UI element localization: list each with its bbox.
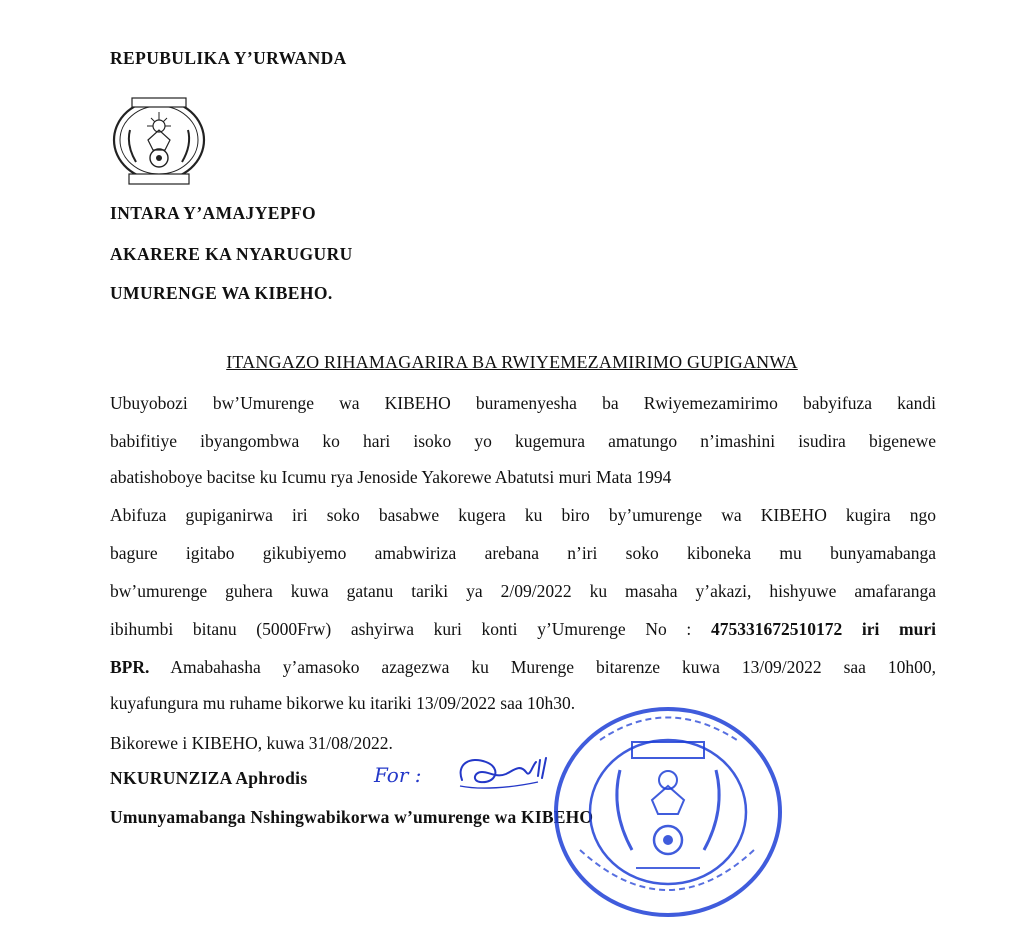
place-date: Bikorewe i KIBEHO, kuwa 31/08/2022. [110,733,393,753]
account-label: ibihumbi bitanu (5000Frw) ashyirwa kuri konti y’Umurenge No : [110,619,711,639]
body-line: Abifuza gupiganirwa iri soko basabwe kugera ku biro by’umurenge wa KIBEHO kugira ngo [110,505,936,525]
body-line: bw’umurenge guhera kuwa gatanu tariki ya 2/09/2022 ku masaha y’akazi, hishyuwe amafaranga [110,581,936,601]
signature-prefix: For : [374,763,422,787]
district-heading: AKARERE KA NYARUGURU [110,244,353,264]
account-number: 475331672510172 iri muri [710,619,936,639]
province-heading: INTARA Y’AMAJYEPFO [110,203,317,223]
body-line: kuyafungura mu ruhame bikorwe ku itariki 13/09/2022 saa 10h30. [110,693,576,713]
handwritten-signature [370,750,560,800]
signatory-title: Umunyamabanga Nshingwabikorwa w’umurenge wa KIBEHO [110,807,594,827]
signatory-name: NKURUNZIZA Aphrodis [110,768,308,788]
body-line: bagure igitabo gikubiyemo amabwiriza arebana n’iri soko kiboneka mu bunyamabanga [110,543,936,563]
notice-title: ITANGAZO RIHAMAGARIRA BA RWIYEMEZAMIRIMO GUPIGANWA [226,352,798,372]
bank-name: BPR. [110,657,150,677]
body-line: abatishoboye bacitse ku Icumu rya Jenoside Yakorewe Abatutsi muri Mata 1994 [110,467,672,487]
body-line: babifitiye ibyangombwa ko hari isoko yo kugemura amatungo n’imashini isudira bigenewe [110,431,936,451]
body-line: Ubuyobozi bw’Umurenge wa KIBEHO buramenyesha ba Rwiyemezamirimo babyifuza kandi [110,393,936,413]
deadline-text: Amabahasha y’amasoko azagezwa ku Murenge bitarenze kuwa 13/09/2022 saa 10h00, [149,657,936,677]
body-line-deadline [110,657,936,678]
country-heading: REPUBULIKA Y’URWANDA [110,48,347,68]
sector-heading: UMURENGE WA KIBEHO. [110,283,333,303]
coat-of-arms-emblem [104,90,214,190]
official-stamp [540,700,790,925]
body-line-account [110,619,936,640]
